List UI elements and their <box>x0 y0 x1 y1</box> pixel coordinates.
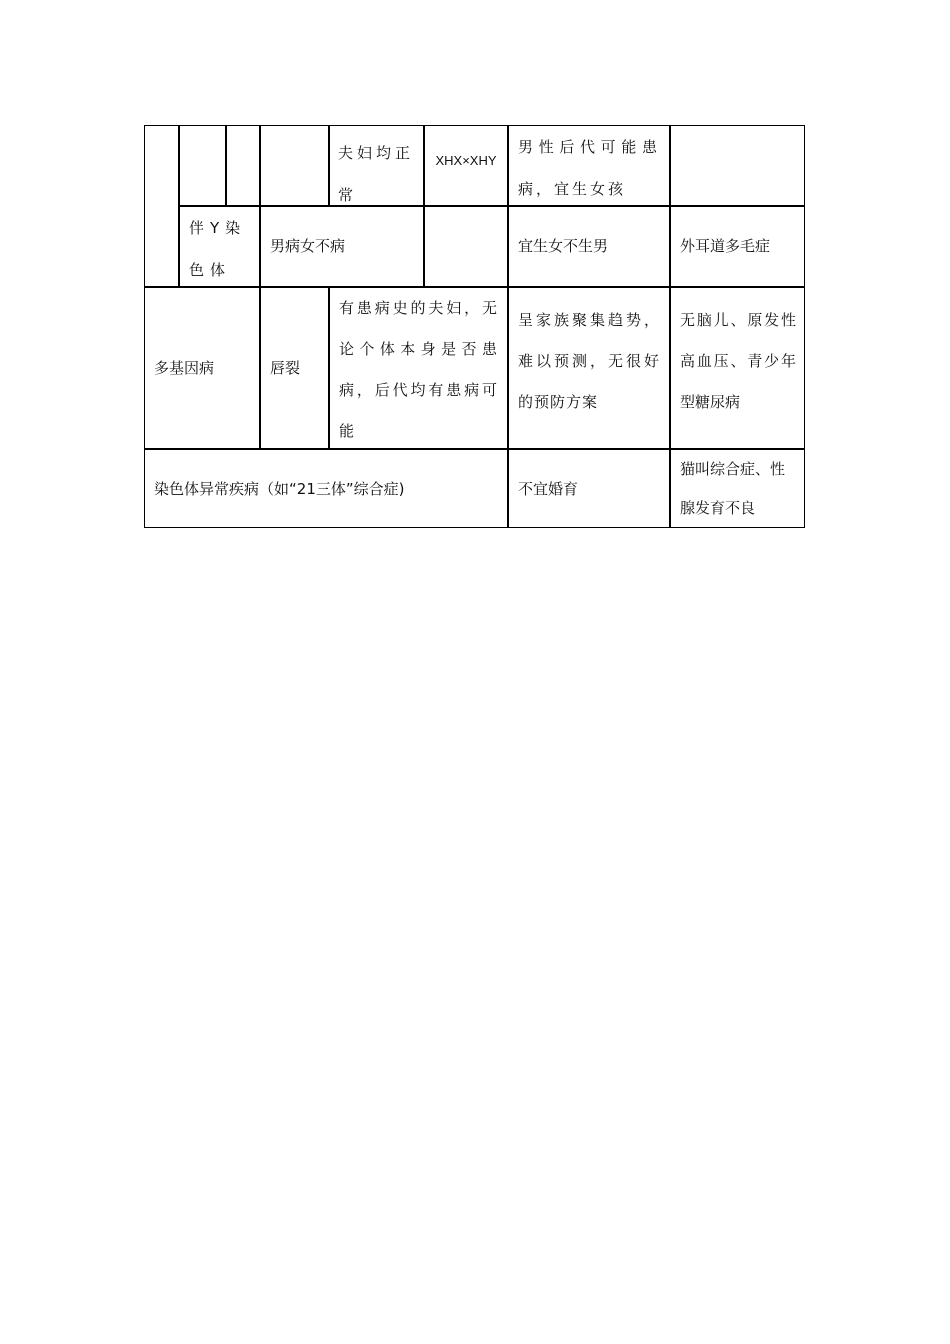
cell-type-chromosomal: 染色体异常疾病（如“21三体”综合症) <box>154 479 405 498</box>
cell-example-cleft-lip: 唇裂 <box>270 358 301 377</box>
cell-condition-polygenic: 有患病史的夫妇，无论个体本身是否患病，后代均有患病可能 <box>339 299 498 440</box>
cell-examples-row2: 外耳道多毛症 <box>680 237 771 255</box>
cell-advice-row1: 男性后代可能患病，宜生女孩 <box>518 138 660 198</box>
cell-advice-chromosomal: 不宜婚育 <box>518 479 579 498</box>
cell-examples-row1 <box>671 126 805 205</box>
cell-feature-y-linked: 男病女不病 <box>270 237 346 255</box>
cell-examples-polygenic: 无脑儿、原发性高血压、青少年型糖尿病 <box>680 311 796 411</box>
cell-advice-row2: 宜生女不生男 <box>518 237 609 255</box>
cell-genotype-row2 <box>425 207 507 286</box>
cell-examples-chromosomal: 猫叫综合症、性腺发育不良 <box>680 460 786 517</box>
cell-type-polygenic: 多基因病 <box>154 358 215 377</box>
cell-genotype: XHX×XHY <box>435 153 497 168</box>
cell-advice-polygenic: 呈家族聚集趋势，难以预测，无很好的预防方案 <box>518 311 660 411</box>
cell-condition-both-normal: 夫妇均正常 <box>338 144 415 204</box>
cell-type-y-linked: 伴Y染色体 <box>189 219 247 279</box>
col-divider-b <box>225 126 227 206</box>
genetic-disease-table <box>144 125 805 528</box>
